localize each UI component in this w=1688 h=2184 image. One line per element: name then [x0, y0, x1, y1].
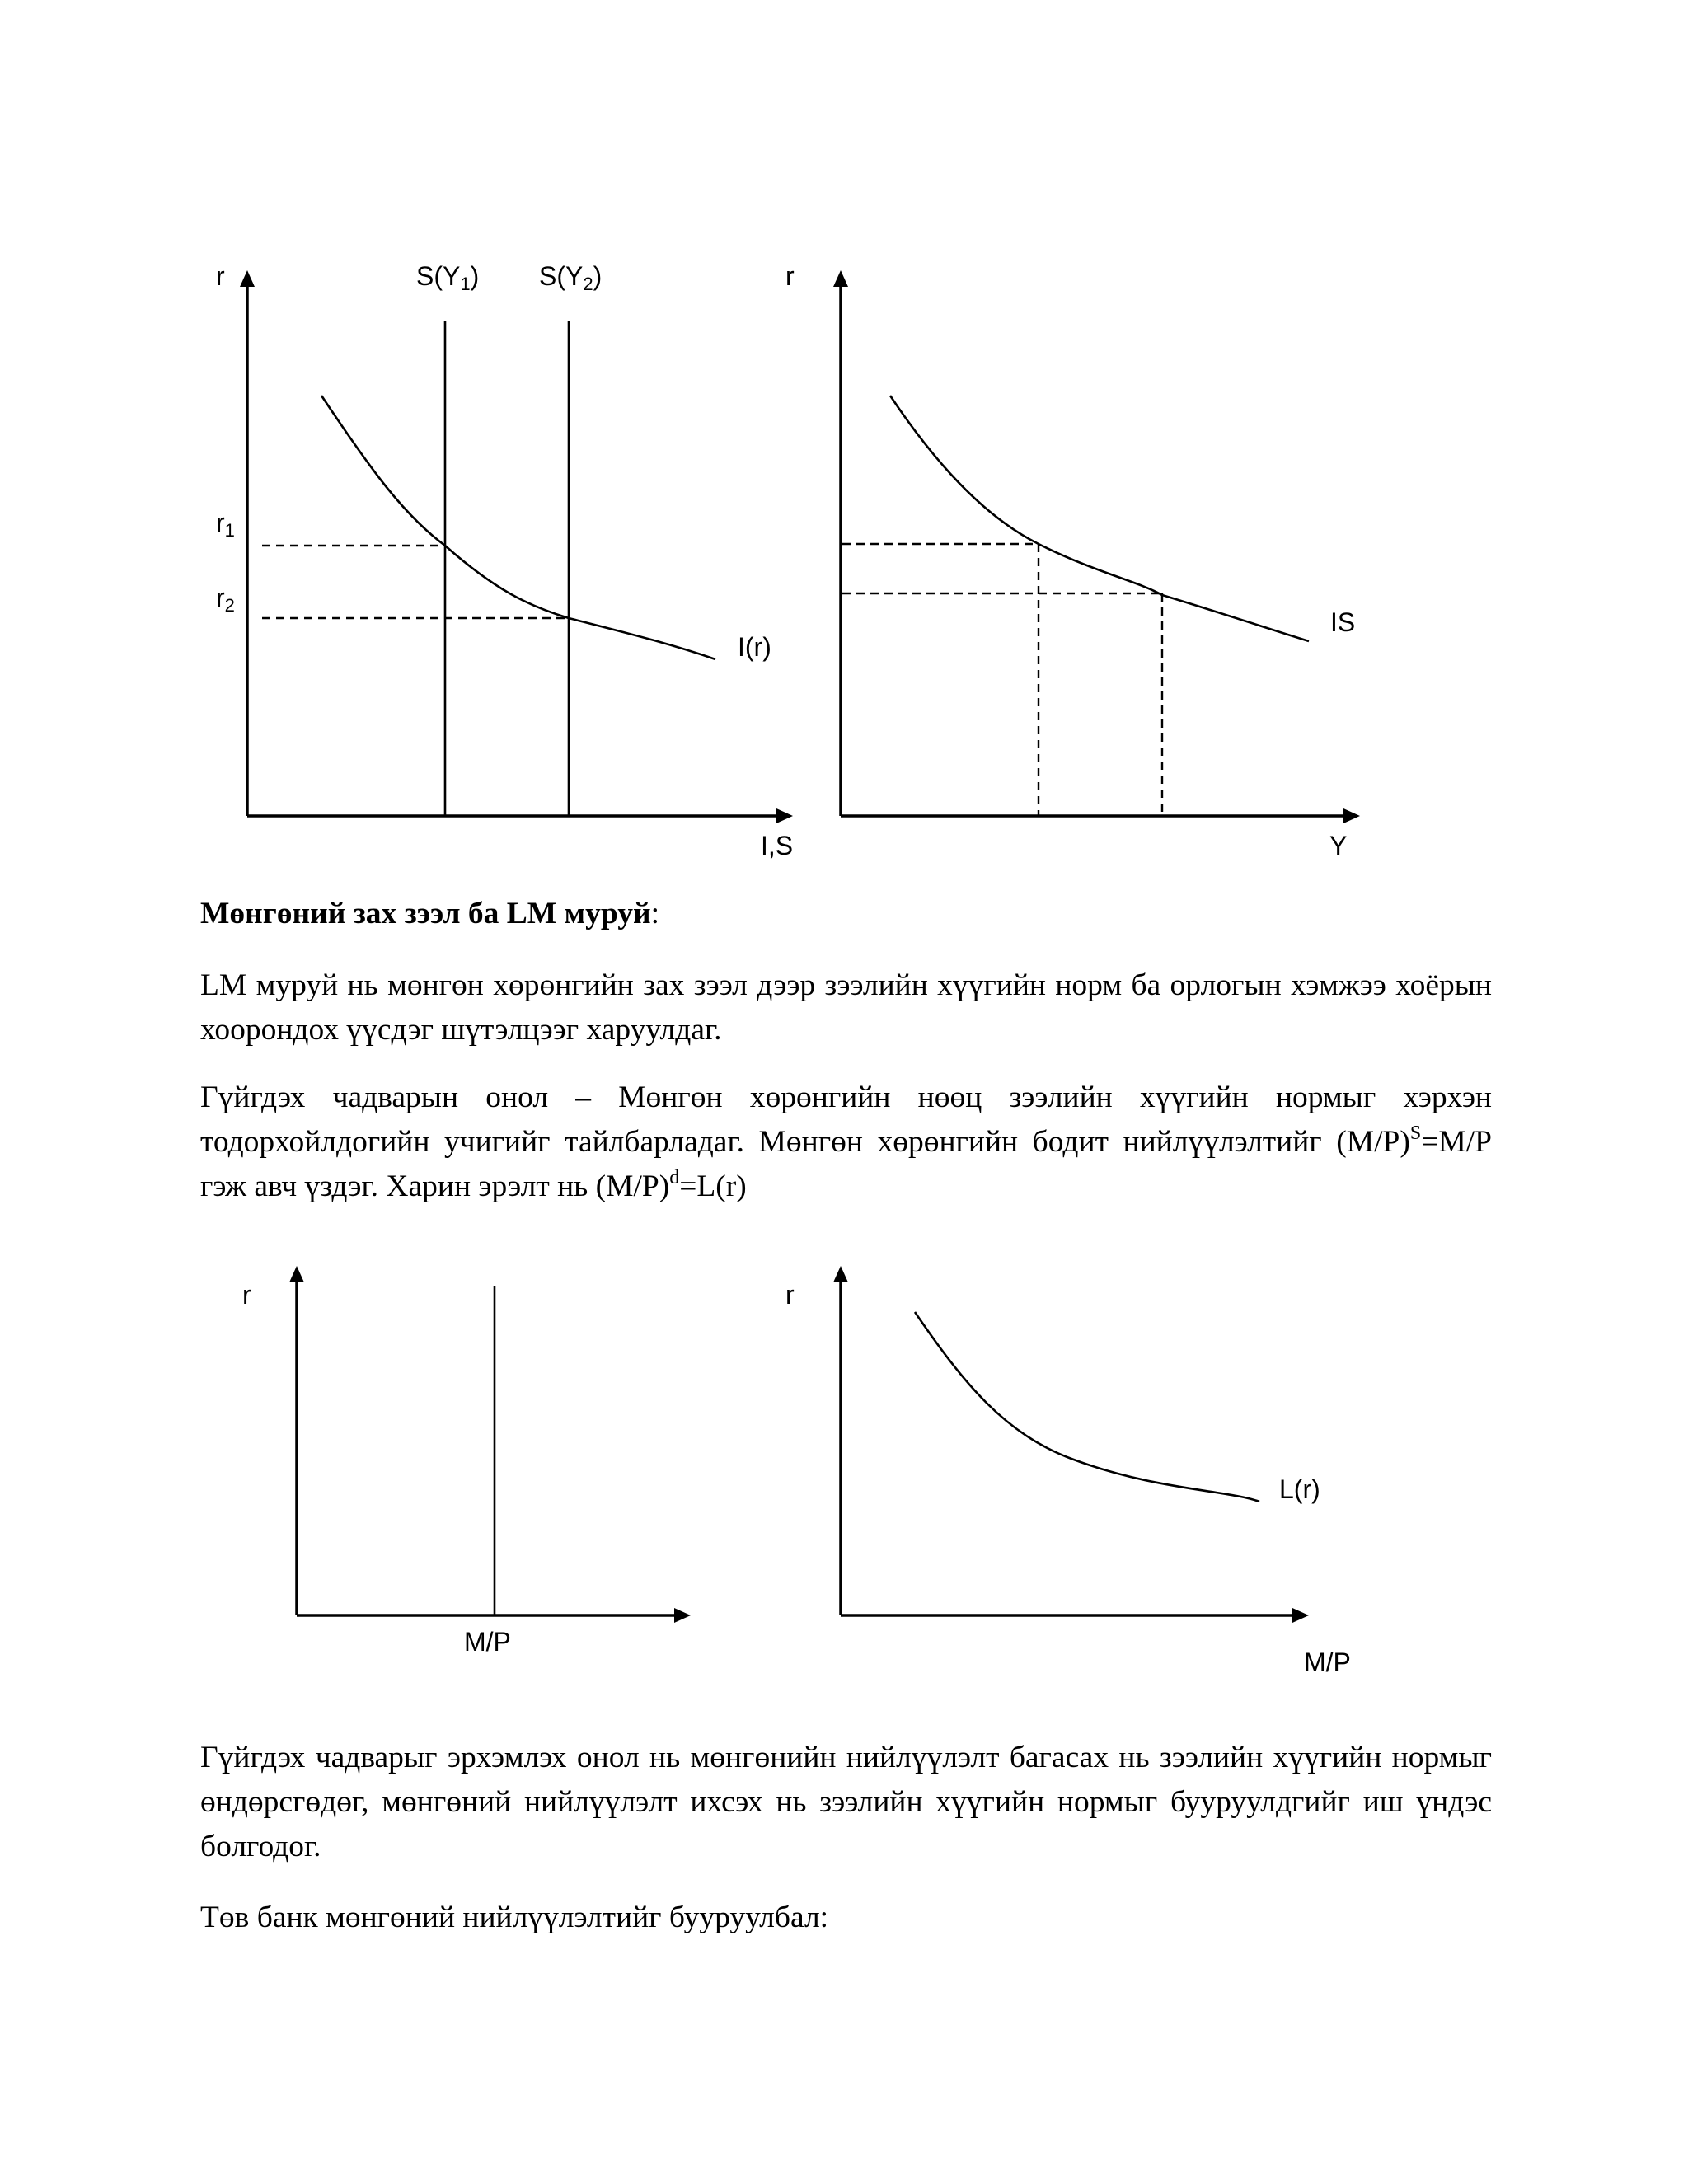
paragraph-central-bank: Төв банк мөнгөний нийлүүлэлтийг бууруулбал:	[200, 1900, 829, 1934]
figure-money-market	[0, 1236, 1688, 1698]
chart-investment-saving	[216, 261, 793, 860]
y-axis-label: r	[242, 1280, 251, 1310]
y-axis-arrowhead	[833, 1266, 848, 1282]
y-axis-label: r	[216, 261, 225, 291]
x-axis-arrowhead	[674, 1608, 691, 1623]
paragraph-lm-definition: LM муруй нь мөнгөн хөрөнгийн зах зээл дээр зээлийн хүүгийн норм ба орлогын хэмжээ хоёрын хоорондох үүсдэг шүтэлцээг харуулдаг.	[200, 968, 1492, 1047]
is-curve	[890, 396, 1309, 641]
chart-money-supply	[242, 1266, 691, 1657]
x-axis-label: M/P	[464, 1627, 511, 1657]
y-axis-label: r	[785, 261, 795, 291]
y-axis-arrowhead	[289, 1266, 304, 1282]
paragraph-liquidity-theory: Гүйгдэх чадварын онол – Мөнгөн хөрөнгийн нөөц зээлийн хүүгийн нормыг хэрхэн тодорхойлдогийн учигийг тайлбарладаг. Мөнгөн хөрөнгийн бодит нийлүүлэлтийг $(M/P)^S=M/P$ гэж авч үздэг. Харин эрэлт нь $(M/P)^d=L(r)$	[200, 1080, 1492, 1203]
chart-money-demand	[785, 1266, 1351, 1677]
r2-label: r2	[216, 583, 235, 616]
y-axis-label: r	[785, 1280, 795, 1310]
x-axis-arrowhead	[1292, 1608, 1309, 1623]
x-axis-arrowhead	[1343, 808, 1360, 823]
paragraph-liquidity-preference: Гүйгдэх чадварыг эрхэмлэх онол нь мөнгөнийн нийлүүлэлт багасах нь зээлийн хүүгийн нормыг өндөрсгөдөг, мөнгөний нийлүүлэлт ихсэх нь зээлийн хүүгийн нормыг бууруулдгийг иш үндэс болгодог.	[200, 1741, 1492, 1863]
chart-is-curve	[785, 261, 1360, 860]
saving-y2-label: S(Y2)	[539, 261, 603, 294]
x-axis-label: M/P	[1304, 1647, 1351, 1677]
x-axis-label: I,S	[761, 831, 794, 860]
saving-y1-label: S(Y1)	[416, 261, 480, 294]
r1-label: r1	[216, 508, 235, 541]
investment-curve-label: I(r)	[738, 632, 771, 662]
x-axis-arrowhead	[776, 808, 793, 823]
x-axis-label: Y	[1329, 831, 1348, 860]
y-axis-arrowhead	[240, 270, 255, 287]
figure-is-derivation	[0, 247, 1688, 874]
y-axis-arrowhead	[833, 270, 848, 287]
investment-curve	[321, 396, 715, 659]
section-heading: Мөнгөний зах зээл ба LM муруй:	[200, 897, 659, 930]
money-demand-curve	[915, 1312, 1259, 1502]
is-curve-label: IS	[1330, 607, 1356, 637]
money-demand-label: L(r)	[1279, 1474, 1320, 1504]
